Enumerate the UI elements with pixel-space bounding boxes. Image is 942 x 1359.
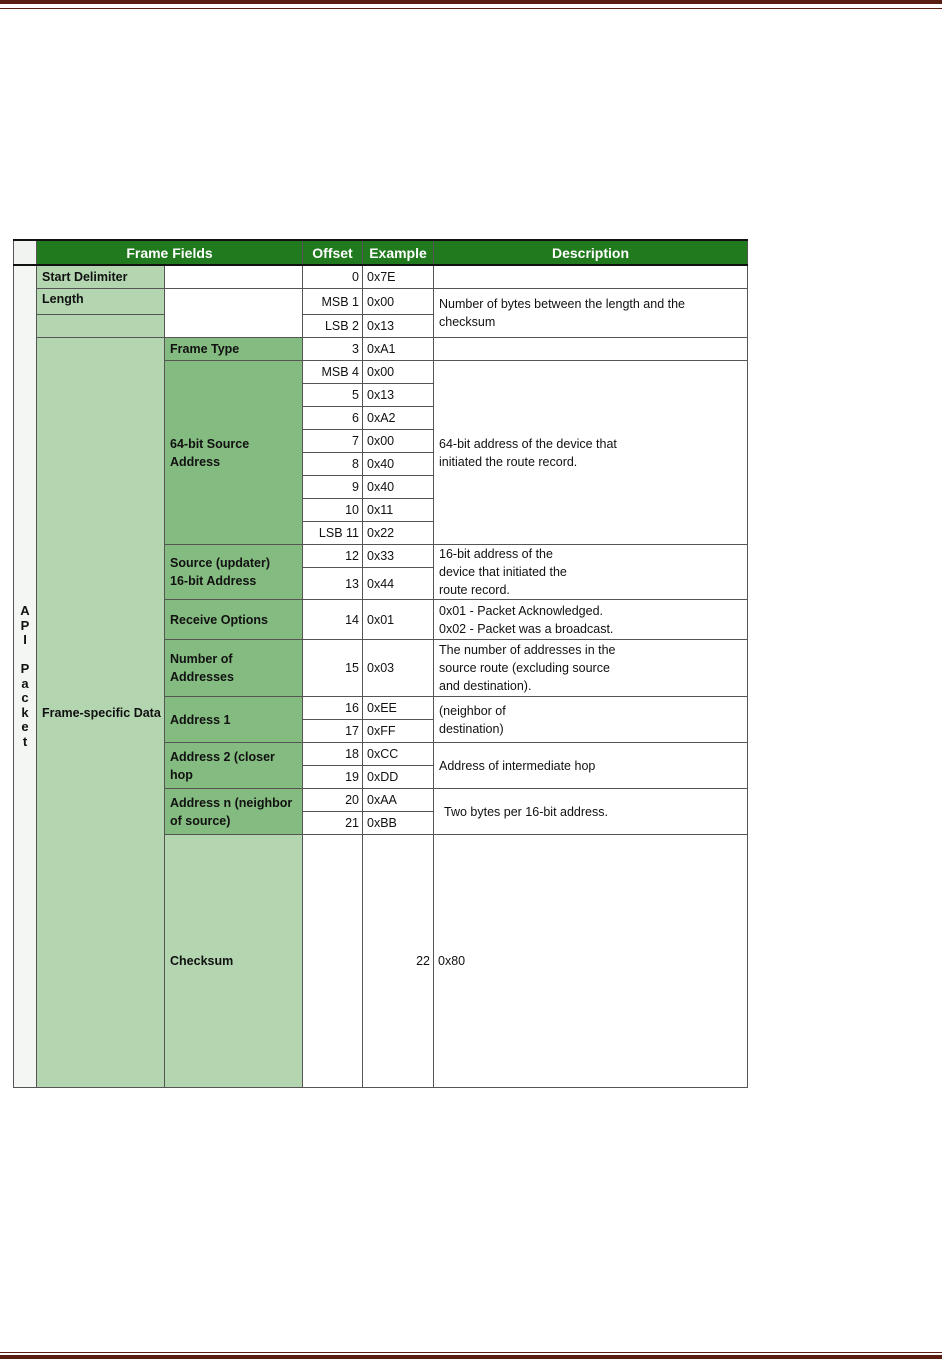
example-cell: 0x13 — [363, 384, 434, 407]
offset-cell: 13 — [303, 568, 363, 600]
example-cell: 0x22 — [363, 522, 434, 545]
offset-cell: 19 — [303, 766, 363, 789]
example-cell: 0xEE — [363, 697, 434, 720]
field-frame-type: Frame Type — [165, 338, 303, 361]
example-cell: 0x00 — [363, 289, 434, 315]
example-cell: 0xA1 — [363, 338, 434, 361]
description-cell — [434, 265, 748, 289]
header-corner — [14, 240, 37, 265]
example-cell: 0x03 — [363, 640, 434, 697]
header-example: Example — [363, 240, 434, 265]
example-cell: 0x00 — [363, 430, 434, 453]
offset-cell: 6 — [303, 407, 363, 430]
example-cell: 0xCC — [363, 743, 434, 766]
table-header-row — [14, 240, 748, 265]
description-source-16bit: 16-bit address of the device that initiated the route record. — [434, 545, 748, 600]
empty-cell — [165, 265, 303, 289]
offset-cell: 12 — [303, 545, 363, 568]
description-receive-options: 0x01 - Packet Acknowledged. 0x02 - Packet was a broadcast. — [434, 600, 748, 640]
description-cell — [434, 338, 748, 361]
header-offset: Offset — [303, 240, 363, 265]
offset-cell: 14 — [303, 600, 363, 640]
example-cell: 0x40 — [363, 476, 434, 499]
offset-cell: 21 — [303, 812, 363, 835]
example-cell: 0xDD — [363, 766, 434, 789]
example-cell: 0xFF — [363, 720, 434, 743]
example-cell: 0x01 — [363, 600, 434, 640]
bottom-rule — [0, 1352, 942, 1359]
offset-cell: 15 — [303, 640, 363, 697]
table-row — [14, 289, 748, 315]
field-64bit-source-address: 64-bit Source Address — [165, 361, 303, 545]
offset-cell: 3 — [303, 338, 363, 361]
field-address-1: Address 1 — [165, 697, 303, 743]
offset-cell: 7 — [303, 430, 363, 453]
header-description: Description — [434, 240, 748, 265]
offset-cell: 5 — [303, 384, 363, 407]
example-cell: 0xAA — [363, 789, 434, 812]
example-cell: 0xA2 — [363, 407, 434, 430]
description-address-2: Address of intermediate hop — [434, 743, 748, 789]
field-start-delimiter: Start Delimiter — [37, 265, 165, 289]
header-frame-fields: Frame Fields — [37, 240, 303, 265]
offset-cell: 9 — [303, 476, 363, 499]
example-cell: 0x11 — [363, 499, 434, 522]
offset-cell: 10 — [303, 499, 363, 522]
table-row — [14, 338, 748, 361]
field-source-16bit-address: Source (updater) 16-bit Address — [165, 545, 303, 600]
offset-cell: 20 — [303, 789, 363, 812]
field-length-cont — [37, 315, 165, 338]
example-cell: 0x13 — [363, 315, 434, 338]
offset-cell: LSB 11 — [303, 522, 363, 545]
field-checksum: Checksum — [165, 835, 303, 1088]
offset-cell: 0 — [303, 265, 363, 289]
description-number-of-addresses: The number of addresses in the source route (excluding source and destination). — [434, 640, 748, 697]
top-rule — [0, 0, 942, 9]
field-frame-specific-data: Frame-specific Data — [37, 338, 165, 1088]
field-length: Length — [37, 289, 165, 315]
example-cell: 0x33 — [363, 545, 434, 568]
offset-cell: LSB 2 — [303, 315, 363, 338]
description-64bit-source: 64-bit address of the device that initiated the route record. — [434, 361, 748, 545]
table-row — [14, 265, 748, 289]
empty-cell — [165, 289, 303, 338]
example-cell: 0xBB — [363, 812, 434, 835]
description-address-n: Two bytes per 16-bit address. — [434, 789, 748, 835]
offset-cell: 22 — [363, 835, 434, 1088]
description-length: Number of bytes between the length and the checksum — [434, 289, 748, 338]
empty-cell — [303, 835, 363, 1088]
offset-cell: 8 — [303, 453, 363, 476]
description-address-1: (neighbor of destination) — [434, 697, 748, 743]
example-cell: 0x00 — [363, 361, 434, 384]
offset-cell: MSB 4 — [303, 361, 363, 384]
api-frame-table — [13, 239, 748, 1088]
offset-cell: 16 — [303, 697, 363, 720]
example-cell: 0x44 — [363, 568, 434, 600]
field-address-n: Address n (neighbor of source) — [165, 789, 303, 835]
example-cell: 0x80 — [434, 835, 748, 1088]
offset-cell: 17 — [303, 720, 363, 743]
api-packet-side-label: A P I P a c k e t — [14, 265, 37, 1088]
field-number-of-addresses: Number of Addresses — [165, 640, 303, 697]
field-address-2: Address 2 (closer hop — [165, 743, 303, 789]
example-cell: 0x40 — [363, 453, 434, 476]
offset-cell: 18 — [303, 743, 363, 766]
offset-cell: MSB 1 — [303, 289, 363, 315]
field-receive-options: Receive Options — [165, 600, 303, 640]
example-cell: 0x7E — [363, 265, 434, 289]
